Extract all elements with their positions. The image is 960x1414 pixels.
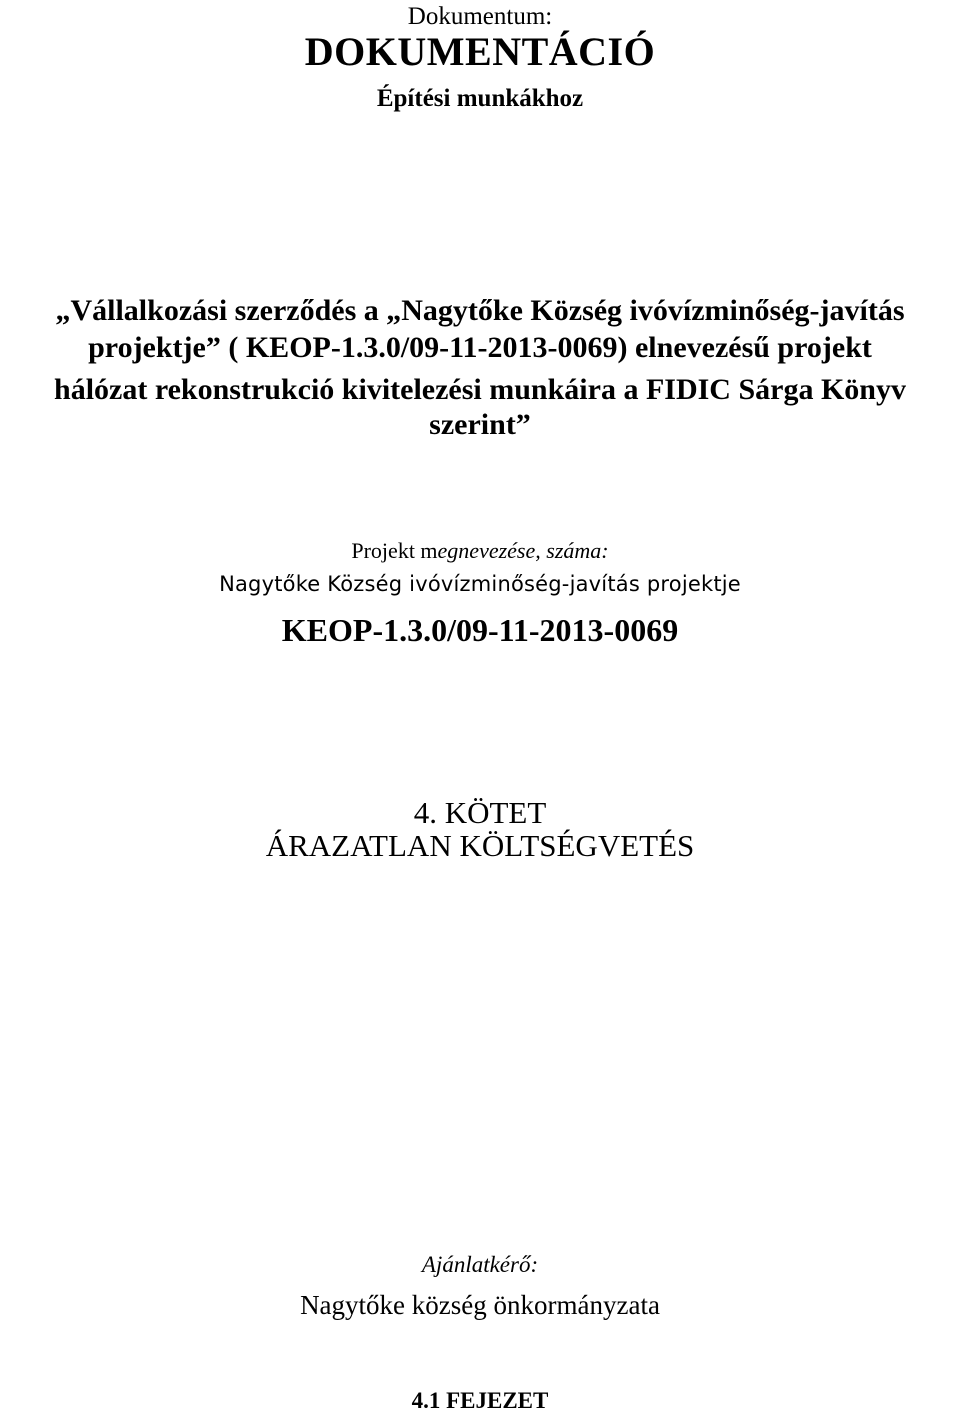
- contract-title-line: „Vállalkozási szerződés a „Nagytőke Község ivóvízminőség-javítás: [55, 294, 905, 327]
- chapter-heading: 4.1 FEJEZET: [411, 1388, 549, 1413]
- project-label-italic: egnevezése, száma:: [437, 538, 609, 563]
- document-label: Dokumentum:: [407, 3, 553, 30]
- project-code: KEOP-1.3.0/09-11-2013-0069: [281, 612, 679, 648]
- volume-title: ÁRAZATLAN KÖLTSÉGVETÉS: [265, 828, 695, 863]
- document-title: DOKUMENTÁCIÓ: [304, 29, 656, 74]
- requester-label: Ajánlatkérő:: [421, 1252, 539, 1277]
- project-label: [0, 540, 960, 562]
- contract-title-line: hálózat rekonstrukció kivitelezési munkáira a FIDIC Sárga Könyv: [54, 373, 906, 406]
- document-subtitle: Építési munkákhoz: [376, 85, 584, 112]
- project-label-plain: Projekt m: [351, 538, 438, 563]
- contract-title-line: szerint”: [429, 408, 531, 441]
- volume-number: 4. KÖTET: [413, 795, 547, 830]
- project-name: Nagytőke Község ivóvízminőség-javítás projektje: [219, 572, 741, 596]
- contract-title-line: projektje” ( KEOP-1.3.0/09-11-2013-0069) elnevezésű projekt: [88, 331, 872, 364]
- requester-name: Nagytőke község önkormányzata: [300, 1290, 660, 1320]
